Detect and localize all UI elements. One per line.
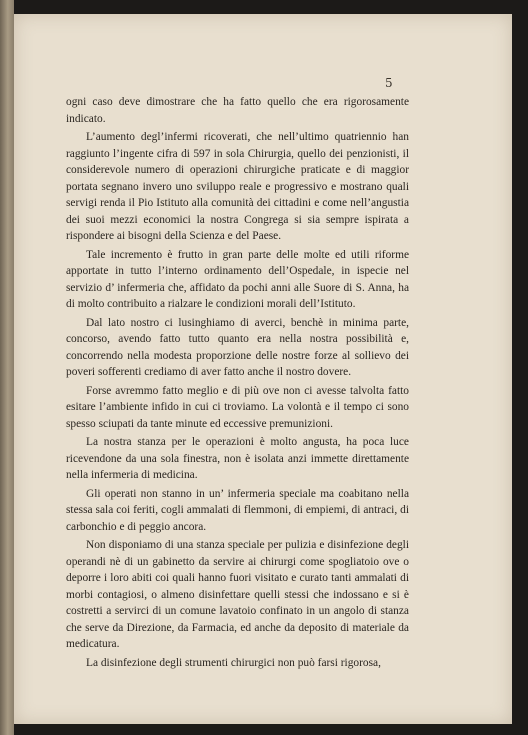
paragraph: Non disponiamo di una stanza speciale per pulizia e disinfezione degli operandi nè di un gabinetto da servire ai chirurgi come spogliatoio ove o deporre i loro abiti coi quali hanno fuori visitato e curato tanti ammalati di morbi contagiosi, o almeno disinfettare quelli stessi che indossano e si è costretti a servirci di un comune lavatoio confinato in un angolo di stanza che serve da Direzione, da Farmacia, ed anche da deposito di materiale da medicatura.: [66, 539, 409, 650]
paragraph: La disinfezione degli strumenti chirurgici non può farsi rigorosa,: [86, 656, 381, 669]
body-text: [66, 94, 409, 673]
page-number: 5: [385, 76, 393, 90]
paragraph: Dal lato nostro ci lusinghiamo di averci, benchè in minima parte, concorso, avendo fatto tutto quanto era nella nostra possibilità e, concorrendo nella modesta proporzione delle nostre forze al sollievo dei poveri sofferenti crediamo di aver fatto anche il nostro dovere.: [66, 316, 409, 378]
page-edge: [0, 0, 14, 735]
paragraph: Tale incremento è frutto in gran parte delle molte ed utili riforme apportate in tutto l’interno ordinamento dell’Ospedale, in ispecie nel servizio d’ infermeria che, affidato da pochi anni alle Suore di S. Anna, ha di molto contribuito a rialzare le condizioni morali dell’Istituto.: [66, 248, 409, 310]
paragraph-continuation: ogni caso deve dimostrare che ha fatto quello che era rigorosamente indicato.: [66, 96, 409, 125]
paragraph: Gli operati non stanno in un’ infermeria speciale ma coabitano nella stessa sala coi feriti, cogli ammalati di flemmoni, di empiemi, di antraci, di carbonchio e di peggio ancora.: [66, 487, 409, 533]
paragraph: L’aumento degl’infermi ricoverati, che nell’ultimo quatriennio han raggiunto l’ingente cifra di 597 in sola Chirurgia, quello dei penzionisti, il considerevole numero di operazioni chirurgiche praticate e di maggior portata segnano invero uno sviluppo reale e progressivo e mostrano quali servigi renda il Pio Istituto alla comunità dei cittadini e come nell’angustia dei suoi mezzi economici la nostra Congrega si sia sempre ispirata a rispondere ai bisogni della Scienza e del Paese.: [66, 131, 409, 242]
paragraph: La nostra stanza per le operazioni è molto angusta, ha poca luce ricevendone da una sola finestra, non è isolata anzi immette direttamente nella infermeria di medicina.: [66, 436, 409, 481]
document-page: [14, 14, 512, 724]
paragraph: Forse avremmo fatto meglio e di più ove non ci avesse talvolta fatto esitare l’ambiente infido in cui ci troviamo. La volontà e il tempo ci sono spesso sciupati da tante minute ed eccessive premunizioni.: [66, 384, 409, 430]
